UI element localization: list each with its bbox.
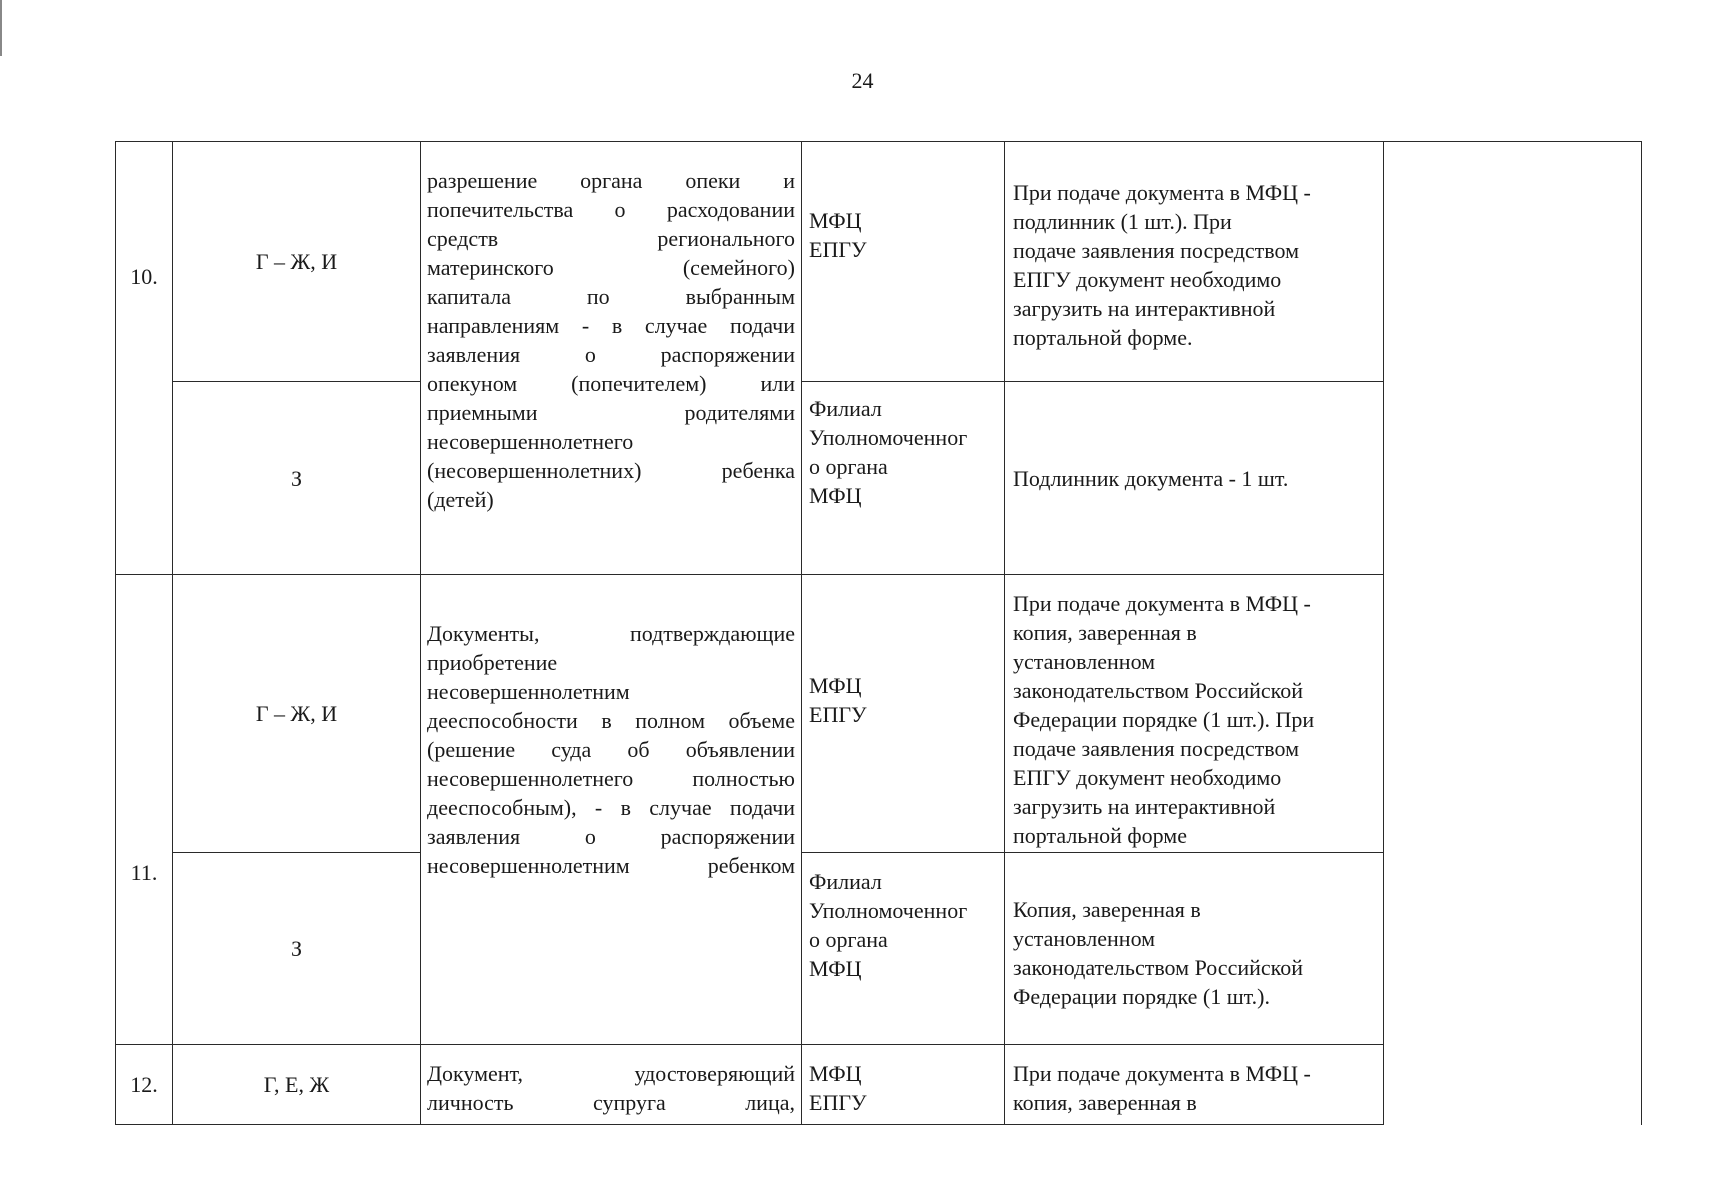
note-line: законодательством Российской (1013, 678, 1303, 703)
note-cell (1005, 575, 1384, 853)
note-cell (1005, 1045, 1384, 1125)
description-line: разрешение органа опеки и (427, 168, 795, 193)
note-line: портальной форме (1013, 823, 1187, 848)
row-number: 12. (116, 1045, 173, 1125)
place-line: о органа (809, 454, 888, 479)
note-line: загрузить на интерактивной (1013, 794, 1276, 819)
note-line: копия, заверенная в (1013, 1090, 1197, 1115)
note-line: установленном (1013, 926, 1156, 951)
category-cell: Г – Ж, И (173, 142, 421, 382)
note-line: ЕПГУ документ необходимо (1013, 267, 1282, 292)
description-line: личность супруга лица, (427, 1090, 795, 1115)
description-cell (421, 575, 802, 1045)
description-line: капитала по выбранным (427, 284, 795, 309)
place-line: Филиал (809, 869, 882, 894)
note-line: загрузить на интерактивной (1013, 296, 1276, 321)
table-row-10-a (116, 142, 1642, 382)
description-line: дееспособным), - в случае подачи (427, 795, 795, 820)
description-line: попечительства о расходовании (427, 197, 795, 222)
note-line: Подлинник документа - 1 шт. (1013, 465, 1289, 491)
category-cell: З (173, 382, 421, 575)
category-cell: З (173, 853, 421, 1045)
row-number: 10. (116, 142, 173, 575)
note-line: копия, заверенная в (1013, 620, 1197, 645)
description-line: (детей) (427, 487, 494, 512)
category-cell: Г – Ж, И (173, 575, 421, 853)
note-cell (1005, 142, 1384, 382)
description-line: несовершеннолетнего (427, 429, 634, 454)
description-line: дееспособности в полном объеме (427, 708, 795, 733)
place-line: МФЦ (809, 483, 862, 508)
description-line: направлениям - в случае подачи (427, 313, 795, 338)
note-line: ЕПГУ документ необходимо (1013, 765, 1282, 790)
description-line: несовершеннолетним (427, 679, 630, 704)
place-cell (802, 575, 1005, 853)
note-line: При подаче документа в МФЦ - (1013, 1061, 1311, 1086)
description-cell (421, 1045, 802, 1125)
description-line: несовершеннолетним ребенком (427, 853, 795, 878)
note-line: При подаче документа в МФЦ - (1013, 591, 1311, 616)
place-line: МФЦ (809, 1061, 862, 1086)
description-line: Документ, удостоверяющий (427, 1061, 795, 1086)
note-line: Федерации порядке (1 шт.). (1013, 984, 1270, 1009)
note-line: законодательством Российской (1013, 955, 1303, 980)
note-cell (1005, 853, 1384, 1045)
description-line: несовершеннолетнего полностью (427, 766, 795, 791)
note-line: подлинник (1 шт.). При (1013, 209, 1232, 234)
description-line: материнского (семейного) (427, 255, 795, 280)
note-line: установленном (1013, 649, 1156, 674)
description-line: Документы, подтверждающие (427, 621, 795, 646)
note-line: При подаче документа в МФЦ - (1013, 180, 1311, 205)
description-line: опекуном (попечителем) или (427, 371, 795, 396)
place-line: Филиал (809, 396, 882, 421)
place-line: ЕПГУ (809, 1090, 867, 1115)
documents-table (115, 141, 1642, 1125)
description-line: приобретение (427, 650, 558, 675)
place-cell (802, 1045, 1005, 1125)
place-line: Уполномоченног (809, 898, 968, 923)
category-cell: Г, Е, Ж (173, 1045, 421, 1125)
place-line: о органа (809, 927, 888, 952)
description-line: приемными родителями (427, 400, 795, 425)
note-line: портальной форме. (1013, 325, 1193, 350)
place-line: МФЦ (809, 208, 862, 233)
place-line: МФЦ (809, 956, 862, 981)
note-line: Копия, заверенная в (1013, 897, 1201, 922)
place-line: ЕПГУ (809, 237, 867, 262)
description-line: заявления о распоряжении (427, 342, 795, 367)
page-number: 24 (851, 68, 874, 93)
place-line: МФЦ (809, 673, 862, 698)
place-line: ЕПГУ (809, 702, 867, 727)
note-line: подаче заявления посредством (1013, 736, 1299, 761)
note-line: Федерации порядке (1 шт.). При (1013, 707, 1315, 732)
place-cell (802, 853, 1005, 1045)
description-line: (решение суда об объявлении (427, 737, 795, 762)
description-line: (несовершеннолетних) ребенка (427, 458, 795, 483)
row-number: 11. (116, 575, 173, 1045)
scan-edge-line (0, 0, 2, 56)
description-cell (421, 142, 802, 575)
place-cell (802, 142, 1005, 382)
place-line: Уполномоченног (809, 425, 968, 450)
place-cell (802, 382, 1005, 575)
description-line: заявления о распоряжении (427, 824, 795, 849)
note-cell (1005, 382, 1384, 575)
note-line: подаче заявления посредством (1013, 238, 1299, 263)
description-line: средств регионального (427, 226, 795, 251)
empty-column-cell (1384, 142, 1642, 1125)
